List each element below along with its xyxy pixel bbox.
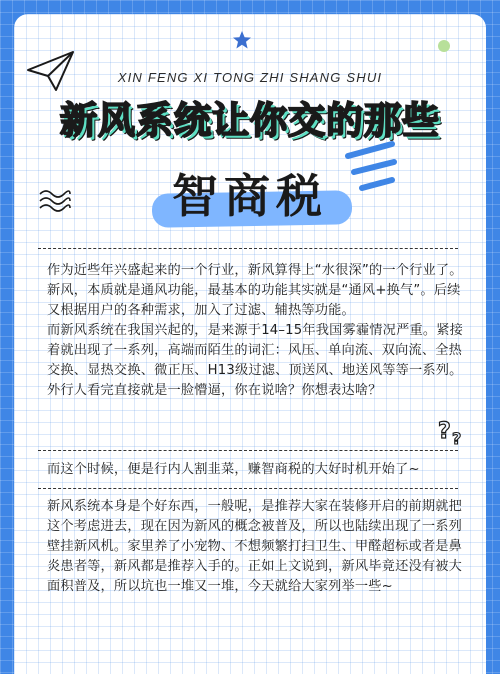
divider [38,248,458,249]
paragraph: 而新风系统在我国兴起的，是来源于14–15年我国雾霾情况严重。紧接着就出现了一系列，高端而陌生的词汇：风压、单向流、双向流、全热交换、显热交换、微正压、H13级过滤、顶送风、地送风等等一系列。外行人看完直接就是一脸懵逼，你在说啥？你想表达啥？ [47,323,464,398]
star-icon [232,30,252,50]
paragraph: 新风，本质就是通风功能，最基本的功能其实就是“通风+换气”。后续又根据用户的各种需求，加入了过滤、辅热等功能。 [47,283,461,318]
article-section-1 [47,261,467,401]
question-marks-icon [434,410,474,450]
title-pinyin: XIN FENG XI TONG ZHI SHANG SHUI [117,70,383,85]
divider [38,450,458,451]
divider [38,488,458,489]
svg-text:?: ? [452,429,462,448]
paragraph: 新风系统本身是个好东西，一般呢，是推荐大家在装修开启的前期就把这个考虑进去，现在因为新风的概念被普及，所以也陆续出现了一系列壁挂新风机。家里养了小宠物、不想频繁打扫卫生、甲醛超标或者是鼻炎患者等，新风都是推荐入手的。正如上文说到，新风毕竟还没有被大面积普及，所以坑也一堆又一堆，今天就给大家列举一些~ [47,499,463,594]
article-section-3 [47,497,467,597]
paragraph: 作为近些年兴盛起来的一个行业，新风算得上“水很深”的一个行业了。 [47,263,463,278]
paragraph: 而这个时候，便是行内人割韭菜，赚智商税的大好时机开始了~ [47,462,420,477]
article-section-2 [47,460,467,480]
svg-text:?: ? [438,419,451,444]
page-subtitle: 智商税 [172,169,328,223]
page-title: 新风系统让你交的那些 [60,99,440,142]
dot-icon [436,38,452,54]
